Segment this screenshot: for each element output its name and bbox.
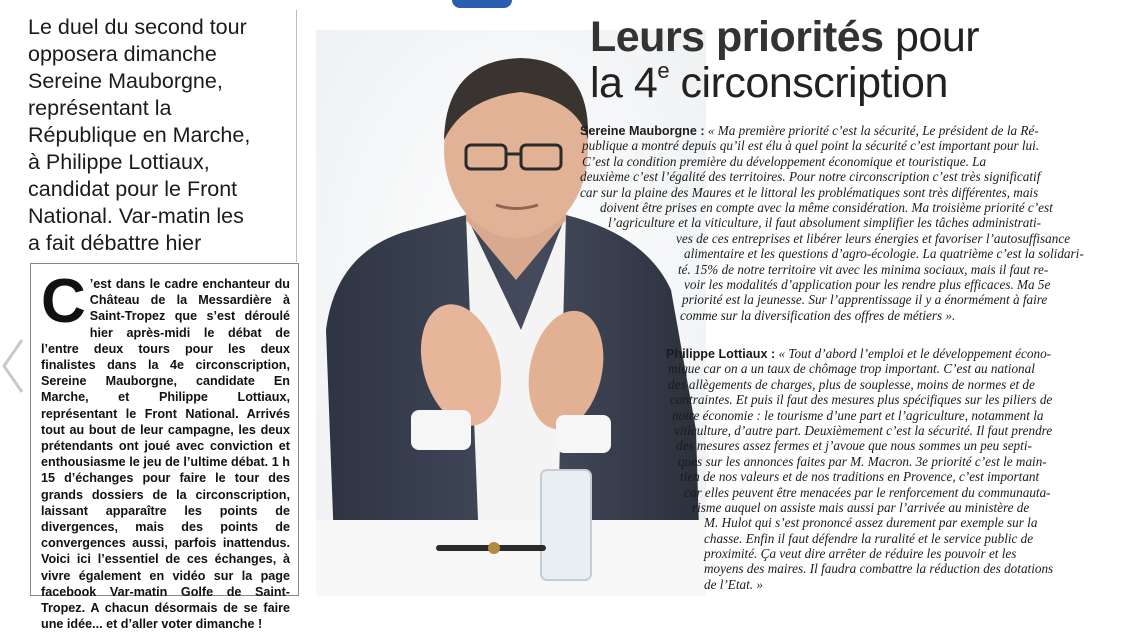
text-line: ques sur les annonces faites par M. Macron. 3e priorité c’est le main- — [678, 453, 1047, 469]
intro-line: National. Var-matin les — [28, 204, 244, 228]
text-line: ves de ces entreprises et libérer leurs énergies et favoriser l’autosuffisance — [676, 230, 1071, 246]
intro-line: candidat pour le Front — [28, 177, 238, 201]
text-line: chasse. Enfin il faut défendre la ruralité et le service public de — [704, 530, 1034, 546]
text-line: car elles peuvent être menacées par le renforcement du communauta- — [684, 484, 1051, 500]
intro-line: opposera dimanche — [28, 42, 217, 66]
text-line: de l’Etat. » — [704, 576, 763, 592]
text-line: alimentaire et les questions d’agro-écologie. La quatrième c’est la solidari- — [684, 246, 1084, 262]
title-bold: Leurs priorités — [590, 13, 884, 61]
title-line-2 — [590, 60, 1130, 106]
text-line: des allègements de charges, plus de souplesse, moins de normes et de — [668, 376, 1035, 392]
title-sup: e — [657, 58, 670, 83]
text-line: comme sur la diversification des offres de métiers ». — [680, 307, 956, 323]
text-line: contraintes. Et puis il faut des mesures plus spécifiques sur les piliers de — [670, 392, 1053, 408]
mauborgne-answer — [580, 123, 1084, 323]
title-line-1 — [590, 14, 1130, 60]
chapo-text: ’est dans le cadre enchanteur du Château de la Messardière à Saint-Tropez que s’est déroulé hier après-midi le débat de l’entre deux tours pour les deux finalistes dans la 4e circonscription, Sereine Mauborgne, candidate En Marche, et Philippe Lottiaux, représentant le Front National. Arrivés tout au bout de leur campagne, les deux prétendants ont joué avec conviction et enthousiasme le jeu de l’ultime débat. 1 h 15 d’échanges pour faire le tour des grands dossiers de la circonscription, laissant apparaître les points de divergences, mais des points de convergences aussi, parfois inattendus. Voici ici l’essentiel de ces échanges, à vivre également en vidéo sur la page facebook Var-matin Golfe de Saint-Tropez. A chacun désormais de se faire une idée... et d’aller voter dimanche ! — [41, 277, 290, 632]
text-line: voir les modalités d’application pour les rendre plus efficaces. Ma 5e — [684, 276, 1051, 292]
chapo-box — [30, 263, 299, 632]
intro-line: Le duel du second tour — [28, 15, 247, 39]
text-line: té. 15% de notre territoire vit avec les minima sociaux, mais il faut re- — [678, 261, 1049, 277]
text-line: doivent être prises en compte avec la même considération. Ma troisième priorité c’est — [600, 199, 1053, 215]
intro-line: représentant la — [28, 96, 172, 120]
text-line: viticulture, d’autre part. Deuxièmement c’est la sécurité. Il faut prendre — [674, 422, 1053, 438]
text-line: Philippe Lottiaux : « Tout d’abord l’emploi et le développement écono- — [666, 346, 1052, 361]
title-part: la 4 — [590, 59, 658, 107]
text-line: priorité est la jeunesse. Sur l’apprentissage il y a énormément à faire — [682, 292, 1048, 308]
intro-line: a fait débattre hier — [28, 231, 202, 255]
text-line: C’est la condition première du développement économique et touristique. La — [582, 153, 987, 169]
text-line: risme auquel on assiste mais aussi par l’arrivée au ministère de — [692, 499, 1030, 515]
speaker-name: Philippe Lottiaux : — [666, 347, 776, 361]
title-rest: pour — [883, 13, 980, 61]
text-line: des mesures assez fermes et j’avoue que nous sommes un peu septi- — [676, 438, 1032, 454]
intro-line: Sereine Mauborgne, — [28, 69, 223, 93]
speaker-name: Sereine Mauborgne : — [580, 124, 705, 138]
text-line: l’agriculture et la viticulture, il faut absolument simplifier les tâches administrati- — [608, 215, 1042, 231]
text-line: car sur la plaine des Maures et le littoral les problématiques sont très différentes, mais — [580, 184, 1039, 200]
text-line: notre économie : le tourisme d’une part et l’agriculture, notamment la — [672, 407, 1044, 423]
intro-line: République en Marche, — [28, 123, 251, 147]
intro-line: à Philippe Lottiaux, — [28, 150, 210, 174]
text-line: moyens des maires. Il faudra combattre la réduction des dotations — [704, 561, 1054, 577]
text-line: M. Hulot qui s’est prononcé assez durement par exemple sur la — [704, 515, 1038, 531]
text-line: mique car on a un taux de chômage trop important. C’est au national — [668, 361, 1035, 377]
text-line: proximité. Ça veut dire arrêter de réduire les pouvoir et les — [704, 546, 1017, 562]
chevron-left-icon[interactable] — [0, 336, 26, 396]
text-line: Sereine Mauborgne : « Ma première priorité c’est la sécurité, Le président de la Ré- — [580, 123, 1039, 138]
page-title — [590, 14, 1130, 106]
column-divider — [296, 10, 297, 262]
title-part: circonscription — [669, 59, 948, 107]
text-line: tien de nos valeurs et de nos traditions en Provence, c’est important — [680, 469, 1040, 485]
text-line: deuxième c’est l’égalité des territoires. Pour notre circonscription c’est très significatif — [580, 169, 1041, 185]
dropcap: C — [41, 267, 86, 336]
lottiaux-answer — [666, 346, 1053, 592]
decorative-blue-shape — [452, 0, 512, 8]
intro-lead — [28, 14, 286, 257]
text-line: publique a montré depuis qu’il est élu à quel point la sécurité c’est important pour lui. — [582, 138, 1040, 154]
